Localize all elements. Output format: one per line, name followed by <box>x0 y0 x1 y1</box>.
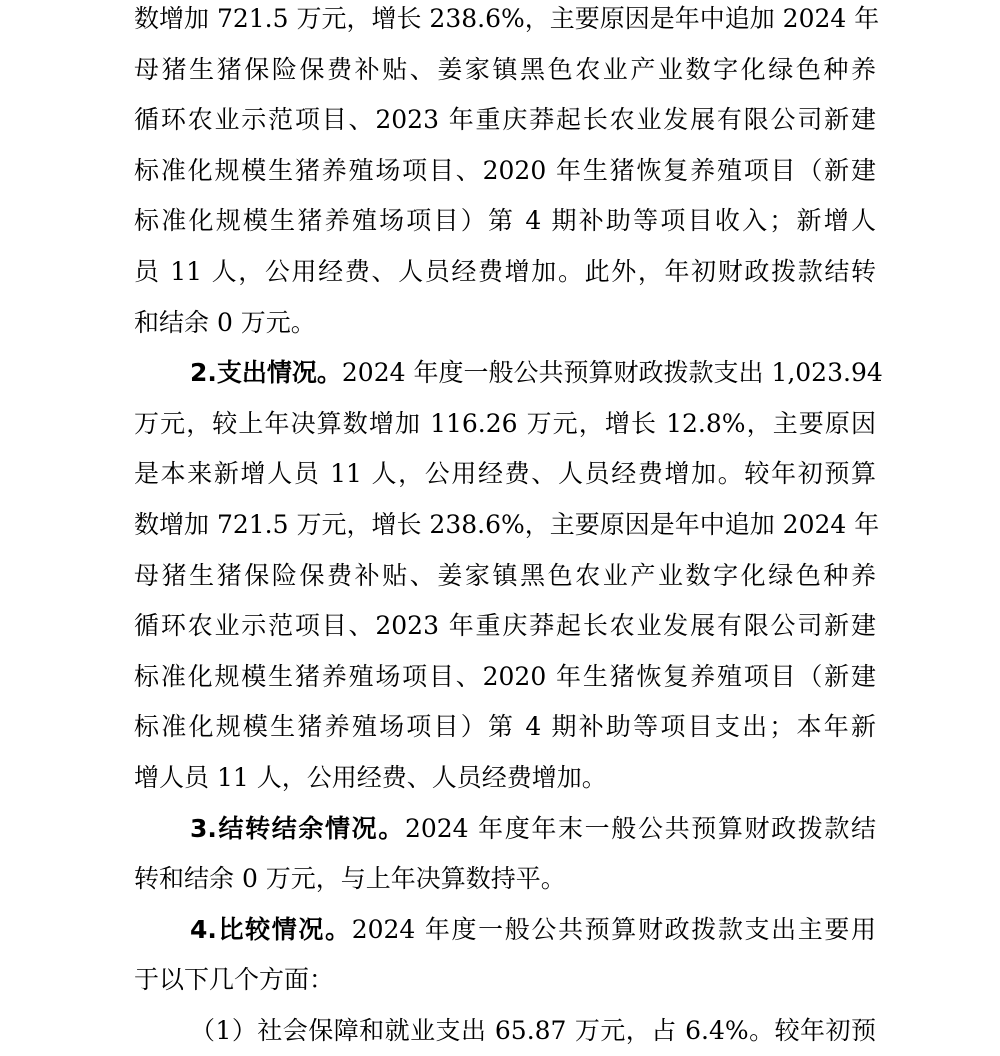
paragraph-first-line <box>134 804 876 855</box>
text-line: 标准化规模生猪养殖场项目、2020 年生猪恢复养殖项目（新建 <box>134 155 876 185</box>
text-line: 和结余 0 万元。 <box>134 307 316 337</box>
text-span: 2024 年度一般公共预算财政拨款支出主要用 <box>351 914 876 944</box>
text-line: 是本来新增人员 11 人，公用经费、人员经费增加。较年初预算 <box>134 459 876 489</box>
paragraph-first-line <box>134 905 876 956</box>
text-line: 数增加 721.5 万元，增长 238.6%，主要原因是年中追加 2024 年 <box>134 509 880 539</box>
text-line: 母猪生猪保险保费补贴、姜家镇黑色农业产业数字化绿色种养 <box>134 54 876 84</box>
document-page <box>134 0 883 1056</box>
text-line: 转和结余 0 万元，与上年决算数持平。 <box>134 864 566 894</box>
text-line: 数增加 721.5 万元，增长 238.6%，主要原因是年中追加 2024 年 <box>134 4 880 33</box>
section-heading-carryover: 3.结转结余情况。 <box>190 813 405 843</box>
section-heading-expenditure: 2.支出情况。 <box>190 358 342 388</box>
text-line: 循环农业示范项目、2023 年重庆莽起长农业发展有限公司新建 <box>134 611 876 641</box>
text-line: 母猪生猪保险保费补贴、姜家镇黑色农业产业数字化绿色种养 <box>134 560 876 590</box>
text-line: 标准化规模生猪养殖场项目）第 4 期补助等项目支出；本年新 <box>134 712 876 742</box>
text-line: 循环农业示范项目、2023 年重庆莽起长农业发展有限公司新建 <box>134 105 876 135</box>
text-line: 员 11 人，公用经费、人员经费增加。此外，年初财政拨款结转 <box>134 256 876 286</box>
section-heading-comparison: 4.比较情况。 <box>190 914 352 944</box>
paragraph-income-detail <box>134 0 880 348</box>
text-line: （1）社会保障和就业支出 65.87 万元，占 6.4%。较年初预 <box>190 1015 876 1045</box>
text-line: 增人员 11 人，公用经费、人员经费增加。 <box>134 762 607 792</box>
text-line: 标准化规模生猪养殖场项目、2020 年生猪恢复养殖项目（新建 <box>134 661 876 691</box>
text-line: 于以下几个方面： <box>134 965 335 995</box>
paragraph-first-line <box>134 348 883 399</box>
text-line: 万元，较上年决算数增加 116.26 万元，增长 12.8%，主要原因 <box>134 408 876 438</box>
paragraph-comparison <box>134 905 876 1006</box>
text-span: 2024 年度一般公共预算财政拨款支出 1,023.94 <box>341 358 883 388</box>
paragraph-expenditure <box>134 348 883 803</box>
text-line: 标准化规模生猪养殖场项目）第 4 期补助等项目收入；新增人 <box>134 206 876 236</box>
paragraph-social-security <box>134 1006 876 1056</box>
paragraph-carryover <box>134 804 876 905</box>
text-span: 2024 年度年末一般公共预算财政拨款结 <box>404 813 876 843</box>
